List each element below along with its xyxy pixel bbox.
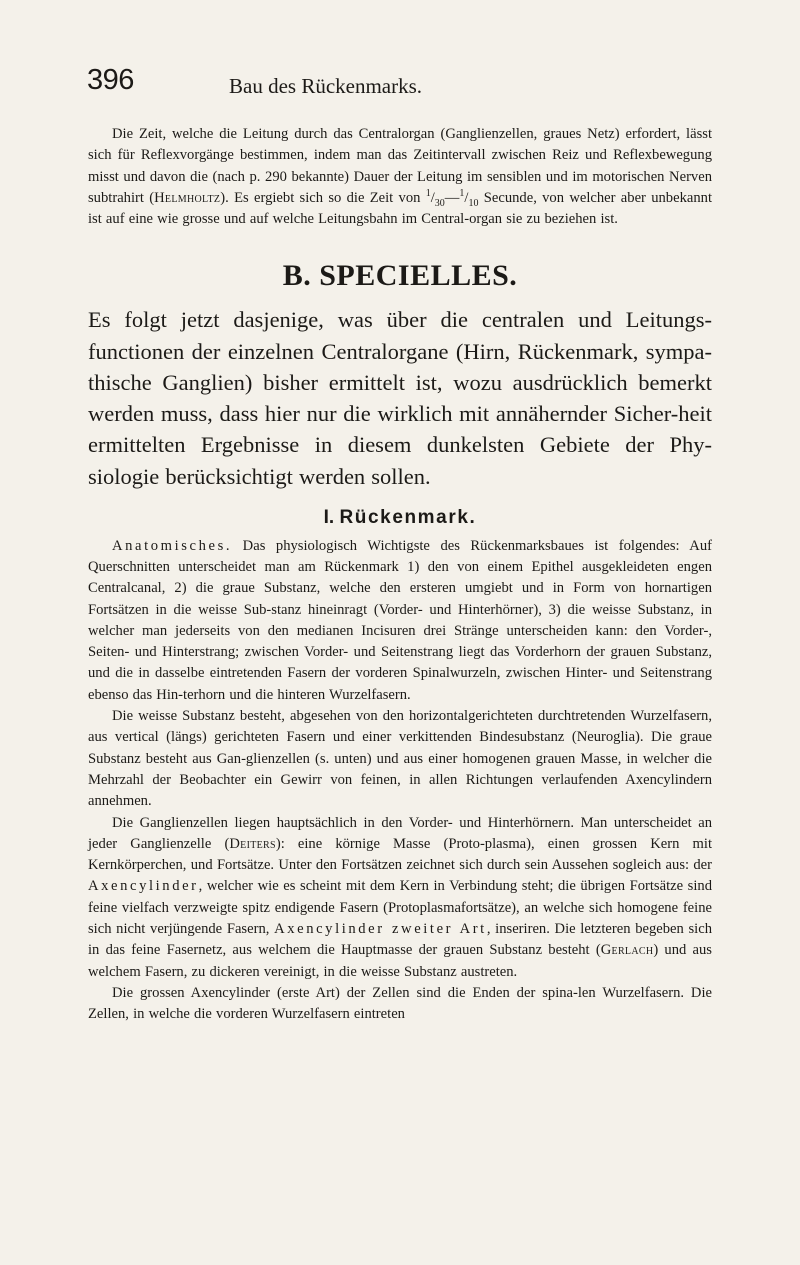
page-number: 396 xyxy=(87,64,134,96)
paragraph-anatomisches xyxy=(88,536,712,706)
fraction-one-tenth: $^1/_{10}$ xyxy=(459,188,479,209)
paragraph-text: , welcher wie es scheint mit dem Kern in Verbindung steht; die übrigen Fortsätze sind feine vielfach verzweigte spitz endigende Fasern (Protoplasmafortsätze), an welche sich homogene feine sich nicht verjüngende Fasern, xyxy=(88,878,712,938)
paragraph-text: Das physiologisch Wichtigste des Rückenmarksbaues ist folgendes: Auf Querschnitten unterscheidet man am Rückenmark 1) den von einem Epithel ausgekleideten engen Centralcanal, 2) die graue Substanz, welche den ersteren umgiebt und in Form von hornartigen Fortsätzen in die weisse Sub-stanz hineinragt (Vorder- und Hinterhörner), 3) die weisse Substanz, in welcher man jederseits von den medianen Incisuren drei Stränge unterscheiden kann: den Vorder-, Seiten- und Hinterstrang; zwischen Vorder- und Seitenstrang liegt das Vorderhorn der grauen Substanz, und die in dasselbe eintretenden Fasern der vorderen Spinalwurzeln, zwischen Hinter- und Seitenstrang ebenso das Hin-terhorn und die hinteren Wurzelfasern. xyxy=(88,537,712,703)
paragraph-weisse-substanz: Die weisse Substanz besteht, abgesehen von den horizontalgerichteten durchtretenden Wurzelfasern, aus vertical (längs) gerichteten Fasern und einer verkittenden Bindesubstanz (Neuroglia). Die graue Substanz besteht aus Gan-glienzellen (s. unten) und aus einer homogenen grauen Masse, in welcher die Mehrzahl der Beobachter ein Gewirr von feinen, in allen Richtungen verlaufenden Axencylindern annehmen. xyxy=(88,708,712,810)
intro-paragraph xyxy=(88,124,712,230)
subsection-number: I. xyxy=(323,506,335,528)
author-citation-helmholtz: Helmholtz xyxy=(154,189,221,206)
paragraph-text: ): eine körnige Masse (Proto-plasma), einen grossen Kern mit Kernkörperchen, und Fortsätze. Unter den Fortsätzen zeichnet sich durch sein Aussehen sogleich aus: der xyxy=(88,835,712,874)
paragraph-text: Die Ganglienzellen liegen hauptsächlich in den Vorder- und Hinterhörnern. Man unterscheidet an jeder Ganglienzelle ( xyxy=(88,814,712,852)
paragraph-axencylinder: Die grossen Axencylinder (erste Art) der Zellen sind die Enden der spina-len Wurzelfasern. Die Zellen, in welche die vorderen Wurzelfasern eintreten xyxy=(88,984,712,1023)
fraction-one-thirtieth: $^1/_{30}$ xyxy=(425,188,445,209)
section-heading: B. SPECIELLES. xyxy=(282,259,518,293)
author-citation-deiters: Deiters xyxy=(229,835,276,852)
intro-text-3: Secunde, von welcher aber unbekannt ist auf eine wie grosse und auf welche Leitungsbahn im Central-organ sie zu beziehen ist. xyxy=(88,189,712,228)
intro-text-2: ). Es ergiebt sich so die Zeit von xyxy=(220,189,426,206)
author-citation-gerlach: Gerlach xyxy=(600,942,654,959)
running-head: Bau des Rückenmarks. xyxy=(229,74,423,98)
emphasis-term: Axencylinder zweiter Art xyxy=(274,921,487,938)
subsection-title: Rückenmark. xyxy=(339,506,477,528)
paragraph-text: , inseriren. Die letzteren begeben sich in das feine Fasernetz, aus welchem die Hauptmasse der grauen Substanz besteht ( xyxy=(88,921,712,959)
range-dash: — xyxy=(444,189,460,206)
section-lead-paragraph: Es folgt jetzt dasjenige, was über die centralen und Leitungs-functionen der einzelnen Centralorgane (Hirn, Rückenmark, sympa-thische Ganglien) bisher ermittelt ist, wozu ausdrücklich bemerkt werden muss, dass hier nur die wirklich mit annähernder Sicher-heit ermittelten Ergebnisse in diesem dunkelsten Gebiete der Phy-siologie berücksichtigt werden sollen. xyxy=(88,307,712,489)
page-body xyxy=(88,124,712,1026)
paragraph-text: ) und aus welchem Fasern, zu dickeren vereinigt, in die weisse Substanz austreten. xyxy=(88,942,712,980)
emphasis-term: Axencylinder xyxy=(88,878,199,895)
subsection-heading xyxy=(88,506,712,530)
page-header xyxy=(0,62,800,106)
intro-text-1: Die Zeit, welche die Leitung durch das Centralorgan (Ganglienzellen, graues Netz) erfordert, lässt sich für Reflexvorgänge bestimmen, indem man das Zeitintervall zwischen Reiz und Reflexbewegung misst und davon die (nach p. 290 bekannte) Dauer der Leitung im sensiblen und im motorischen Nerven subtrahirt ( xyxy=(88,126,712,206)
paragraph-lead-term: Anatomisches. xyxy=(112,537,233,554)
paragraph-ganglienzellen xyxy=(88,813,712,983)
